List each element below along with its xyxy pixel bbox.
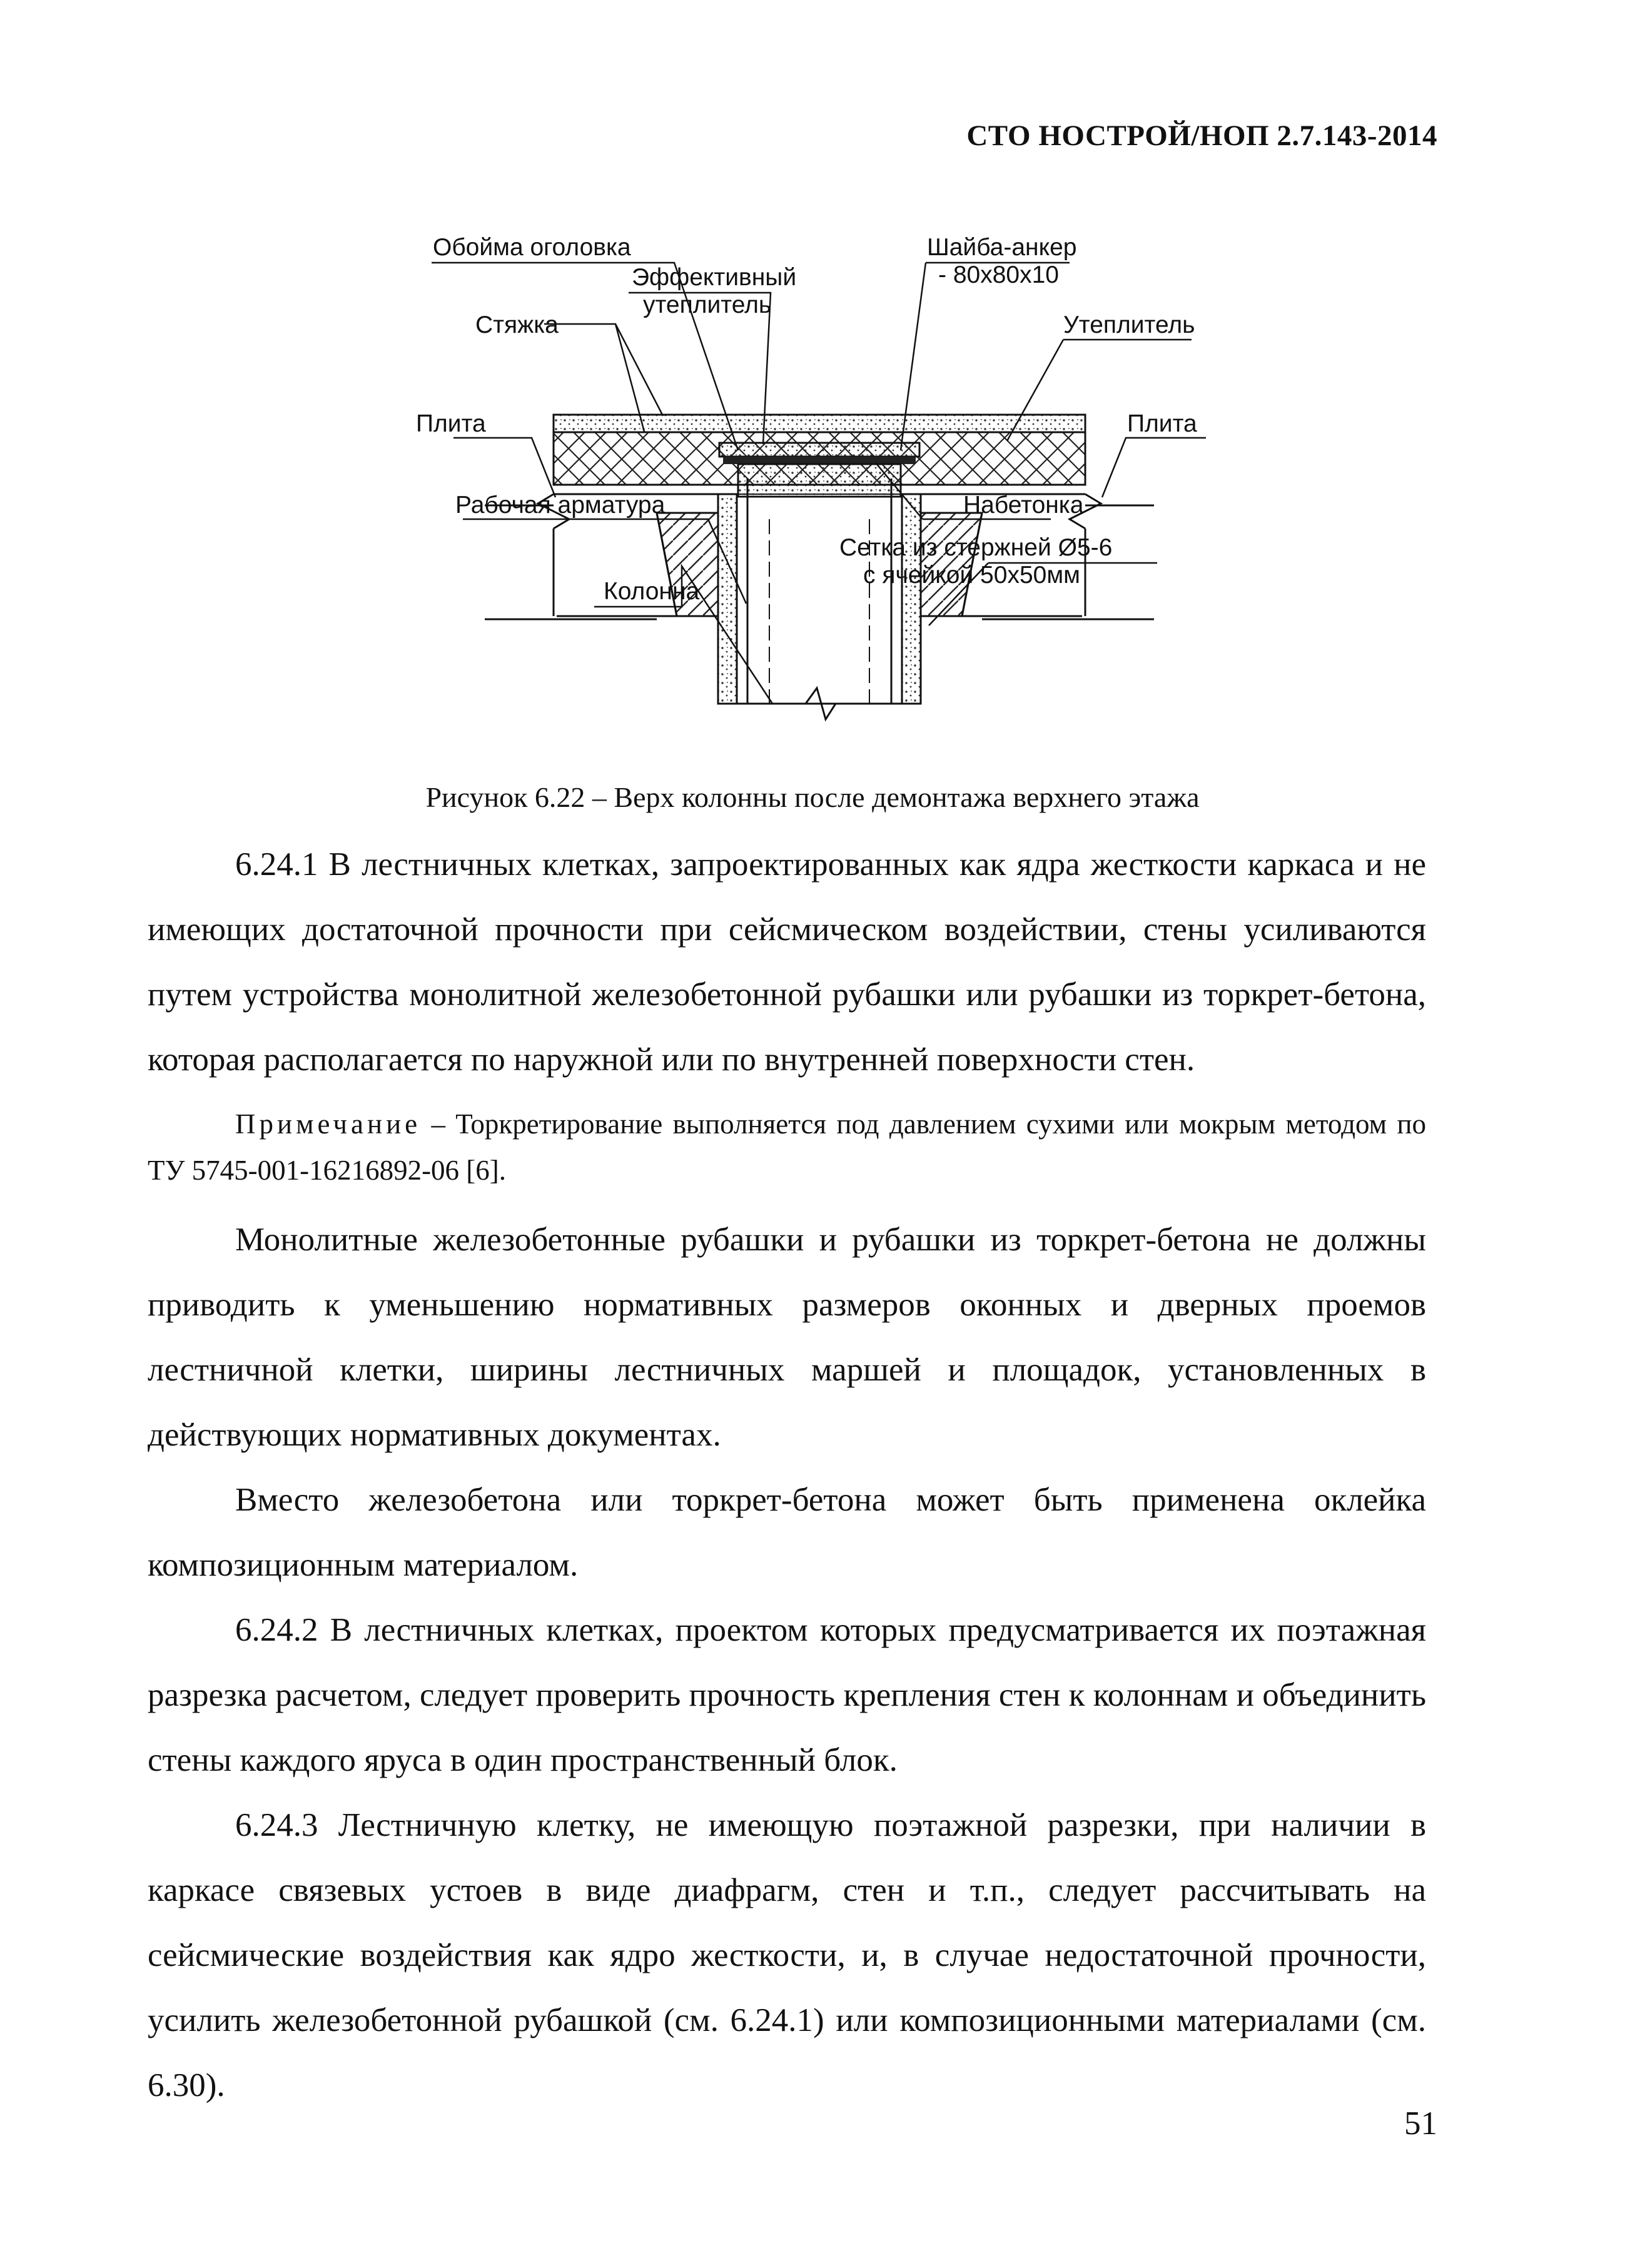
figure-caption: Рисунок 6.22 – Верх колонны после демонтажа верхнего этажа — [425, 781, 1200, 813]
label-oboima: Обойма оголовка — [433, 234, 631, 261]
anchor-washer — [723, 457, 916, 464]
head-cage — [738, 464, 901, 497]
column-body — [737, 497, 902, 704]
column-jacket-left — [718, 494, 737, 704]
paragraph-6-24-2: 6.24.2 В лестничных клетках, проектом которых предусматривается их поэтажная разрезка расчетом, следует проверить прочность крепления стен к колоннам и объединить стены каждого яруса в один пространственный блок. — [148, 1612, 1426, 1778]
note-paragraph — [148, 1101, 1426, 1193]
label-effective-1: Эффективный — [632, 264, 797, 291]
note-label: Примечание — [235, 1108, 422, 1140]
label-rabochaya: Рабочая арматура — [455, 492, 666, 519]
label-styazhka: Стяжка — [475, 311, 559, 338]
page-number: 51 — [1404, 2105, 1437, 2142]
note-text: – Торкретирование выполняется под давлением сухими или мокрым методом по ТУ 5745-001-16216892-06 [6]. — [148, 1108, 1426, 1186]
screed-layer — [554, 415, 1085, 432]
label-effective-2: утеплитель — [643, 291, 772, 318]
paragraph-6-24-1: 6.24.1 В лестничных клетках, запроектированных как ядра жесткости каркаса и не имеющих достаточной прочности при сейсмическом воздействии, стены усиливаются путем устройства монолитной железобетонной рубашки или рубашки из торкрет-бетона, которая располагается по наружной или по внутренней поверхности стен. — [148, 846, 1426, 1078]
label-nabetonka: Набетонка — [963, 492, 1084, 519]
paragraph-instead: Вместо железобетона или торкрет-бетона может быть применена оклейка композиционным материалом. — [148, 1482, 1426, 1583]
paragraph-monolithic: Монолитные железобетонные рубашки и рубашки из торкрет-бетона не должны приводить к уменьшению нормативных размеров оконных и дверных проемов лестничной клетки, ширины лестничных маршей и площадок, установленных в действующих нормативных документах. — [148, 1222, 1426, 1453]
document-code-header: СТО НОСТРОЙ/НОП 2.7.143-2014 — [966, 119, 1437, 152]
label-setka-2: с ячейкой 50х50мм — [863, 562, 1080, 589]
label-plita-right: Плита — [1127, 410, 1197, 437]
effective-insulation — [719, 443, 919, 457]
label-shaiba-1: Шайба-анкер — [927, 234, 1077, 261]
label-setka-1: Сетка из стержней Ø5-6 — [839, 534, 1113, 561]
label-shaiba-2: - 80х80х10 — [938, 261, 1059, 288]
column-jacket-right — [902, 494, 921, 704]
body-text — [148, 832, 1426, 2118]
column-head-drawing — [388, 225, 1276, 788]
technical-drawing-svg — [388, 225, 1276, 788]
label-uteplitel: Утеплитель — [1063, 311, 1195, 338]
label-kolonna: Колонна — [604, 578, 700, 605]
label-plita-left: Плита — [416, 410, 486, 437]
paragraph-6-24-3: 6.24.3 Лестничную клетку, не имеющую поэтажной разрезки, при наличии в каркасе связевых устоев в виде диафрагм, стен и т.п., следует рассчитывать на сейсмические воздействия как ядро жесткости, и, в случае недостаточной прочности, усилить железобетонной рубашкой (см. 6.24.1) или композиционными материалами (см. 6.30). — [148, 1807, 1426, 2103]
